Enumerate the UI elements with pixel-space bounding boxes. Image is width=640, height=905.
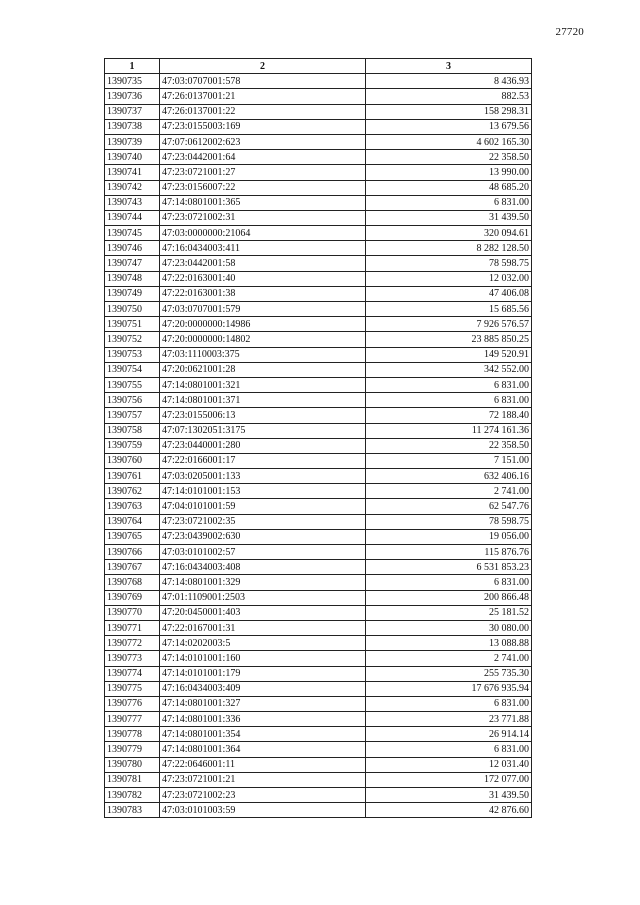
table-row <box>105 514 532 529</box>
row-number-cell: 1390758 <box>105 423 160 438</box>
row-number-cell: 1390773 <box>105 651 160 666</box>
row-number-cell: 1390741 <box>105 165 160 180</box>
cadastral-number-cell: 47:16:0434003:411 <box>160 241 366 256</box>
table-row <box>105 636 532 651</box>
table-row <box>105 712 532 727</box>
row-number-cell: 1390747 <box>105 256 160 271</box>
row-number-cell: 1390775 <box>105 681 160 696</box>
cadastral-number-cell: 47:04:0101001:59 <box>160 499 366 514</box>
cadastral-number-cell: 47:14:0801001:329 <box>160 575 366 590</box>
row-number-cell: 1390739 <box>105 134 160 149</box>
table-row <box>105 651 532 666</box>
row-number-cell: 1390767 <box>105 560 160 575</box>
cadastral-number-cell: 47:14:0801001:371 <box>160 393 366 408</box>
cadastral-number-cell: 47:23:0439002:630 <box>160 529 366 544</box>
row-number-cell: 1390778 <box>105 727 160 742</box>
column-header-1: 1 <box>105 59 160 74</box>
cadastral-number-cell: 47:23:0155003:169 <box>160 119 366 134</box>
cadastral-number-cell: 47:03:0101003:59 <box>160 803 366 818</box>
row-number-cell: 1390746 <box>105 241 160 256</box>
table-row <box>105 529 532 544</box>
cadastral-value-cell: 30 080.00 <box>366 620 532 635</box>
table-row <box>105 438 532 453</box>
cadastral-value-cell: 26 914.14 <box>366 727 532 742</box>
table-row <box>105 757 532 772</box>
cadastral-number-cell: 47:14:0202003:5 <box>160 636 366 651</box>
cadastral-value-cell: 6 831.00 <box>366 393 532 408</box>
cadastral-number-cell: 47:23:0155006:13 <box>160 408 366 423</box>
cadastral-value-cell: 13 990.00 <box>366 165 532 180</box>
row-number-cell: 1390735 <box>105 74 160 89</box>
cadastral-value-cell: 7 151.00 <box>366 453 532 468</box>
row-number-cell: 1390782 <box>105 788 160 803</box>
cadastral-value-cell: 320 094.61 <box>366 226 532 241</box>
row-number-cell: 1390776 <box>105 696 160 711</box>
cadastral-value-cell: 6 531 853.23 <box>366 560 532 575</box>
cadastral-value-cell: 149 520.91 <box>366 347 532 362</box>
cadastral-number-cell: 47:14:0801001:364 <box>160 742 366 757</box>
row-number-cell: 1390759 <box>105 438 160 453</box>
cadastral-number-cell: 47:20:0621001:28 <box>160 362 366 377</box>
cadastral-value-cell: 31 439.50 <box>366 210 532 225</box>
table-row <box>105 423 532 438</box>
cadastral-value-cell: 6 831.00 <box>366 575 532 590</box>
table-row <box>105 226 532 241</box>
cadastral-value-cell: 17 676 935.94 <box>366 681 532 696</box>
row-number-cell: 1390737 <box>105 104 160 119</box>
cadastral-number-cell: 47:23:0721002:23 <box>160 788 366 803</box>
row-number-cell: 1390745 <box>105 226 160 241</box>
cadastral-value-cell: 13 088.88 <box>366 636 532 651</box>
row-number-cell: 1390783 <box>105 803 160 818</box>
cadastral-value-table <box>104 58 532 818</box>
table-row <box>105 195 532 210</box>
table-row <box>105 317 532 332</box>
cadastral-number-cell: 47:03:0101002:57 <box>160 545 366 560</box>
cadastral-value-cell: 11 274 161.36 <box>366 423 532 438</box>
row-number-cell: 1390760 <box>105 453 160 468</box>
row-number-cell: 1390754 <box>105 362 160 377</box>
row-number-cell: 1390761 <box>105 469 160 484</box>
row-number-cell: 1390772 <box>105 636 160 651</box>
cadastral-number-cell: 47:26:0137001:21 <box>160 89 366 104</box>
cadastral-number-cell: 47:23:0721002:31 <box>160 210 366 225</box>
row-number-cell: 1390777 <box>105 712 160 727</box>
row-number-cell: 1390750 <box>105 302 160 317</box>
cadastral-number-cell: 47:14:0801001:321 <box>160 377 366 392</box>
table-row <box>105 681 532 696</box>
cadastral-value-cell: 200 866.48 <box>366 590 532 605</box>
row-number-cell: 1390751 <box>105 317 160 332</box>
cadastral-value-cell: 255 735.30 <box>366 666 532 681</box>
cadastral-value-cell: 15 685.56 <box>366 302 532 317</box>
row-number-cell: 1390768 <box>105 575 160 590</box>
cadastral-number-cell: 47:23:0440001:280 <box>160 438 366 453</box>
table-row <box>105 772 532 787</box>
table-row <box>105 560 532 575</box>
table-row <box>105 803 532 818</box>
row-number-cell: 1390765 <box>105 529 160 544</box>
table-header-row <box>105 59 532 74</box>
cadastral-value-cell: 7 926 576.57 <box>366 317 532 332</box>
cadastral-value-cell: 6 831.00 <box>366 742 532 757</box>
row-number-cell: 1390736 <box>105 89 160 104</box>
cadastral-number-cell: 47:23:0156007:22 <box>160 180 366 195</box>
cadastral-value-cell: 632 406.16 <box>366 469 532 484</box>
cadastral-number-cell: 47:14:0101001:179 <box>160 666 366 681</box>
cadastral-value-cell: 4 602 165.30 <box>366 134 532 149</box>
cadastral-number-cell: 47:03:0707001:578 <box>160 74 366 89</box>
table-row <box>105 332 532 347</box>
row-number-cell: 1390770 <box>105 605 160 620</box>
table-row <box>105 742 532 757</box>
cadastral-number-cell: 47:14:0801001:327 <box>160 696 366 711</box>
cadastral-number-cell: 47:26:0137001:22 <box>160 104 366 119</box>
table-row <box>105 286 532 301</box>
table-row <box>105 347 532 362</box>
row-number-cell: 1390762 <box>105 484 160 499</box>
cadastral-value-cell: 2 741.00 <box>366 484 532 499</box>
cadastral-value-cell: 22 358.50 <box>366 150 532 165</box>
row-number-cell: 1390749 <box>105 286 160 301</box>
table-row <box>105 165 532 180</box>
table-row <box>105 499 532 514</box>
table-row <box>105 241 532 256</box>
cadastral-value-cell: 25 181.52 <box>366 605 532 620</box>
row-number-cell: 1390752 <box>105 332 160 347</box>
table-row <box>105 484 532 499</box>
cadastral-value-cell: 8 436.93 <box>366 74 532 89</box>
cadastral-number-cell: 47:23:0721001:21 <box>160 772 366 787</box>
cadastral-number-cell: 47:14:0801001:354 <box>160 727 366 742</box>
cadastral-value-cell: 72 188.40 <box>366 408 532 423</box>
row-number-cell: 1390780 <box>105 757 160 772</box>
row-number-cell: 1390781 <box>105 772 160 787</box>
cadastral-value-cell: 19 056.00 <box>366 529 532 544</box>
table-row <box>105 104 532 119</box>
table-row <box>105 302 532 317</box>
table-row <box>105 575 532 590</box>
table-row <box>105 788 532 803</box>
cadastral-value-cell: 78 598.75 <box>366 256 532 271</box>
cadastral-number-cell: 47:14:0101001:153 <box>160 484 366 499</box>
row-number-cell: 1390738 <box>105 119 160 134</box>
cadastral-value-cell: 42 876.60 <box>366 803 532 818</box>
row-number-cell: 1390764 <box>105 514 160 529</box>
table-body <box>105 74 532 818</box>
cadastral-number-cell: 47:03:0707001:579 <box>160 302 366 317</box>
cadastral-number-cell: 47:07:1302051:3175 <box>160 423 366 438</box>
cadastral-number-cell: 47:22:0646001:11 <box>160 757 366 772</box>
table-row <box>105 469 532 484</box>
cadastral-value-cell: 882.53 <box>366 89 532 104</box>
cadastral-number-cell: 47:07:0612002:623 <box>160 134 366 149</box>
cadastral-value-cell: 62 547.76 <box>366 499 532 514</box>
cadastral-value-cell: 8 282 128.50 <box>366 241 532 256</box>
cadastral-value-cell: 6 831.00 <box>366 696 532 711</box>
cadastral-number-cell: 47:14:0101001:160 <box>160 651 366 666</box>
table-row <box>105 408 532 423</box>
row-number-cell: 1390743 <box>105 195 160 210</box>
row-number-cell: 1390756 <box>105 393 160 408</box>
cadastral-value-cell: 12 031.40 <box>366 757 532 772</box>
row-number-cell: 1390766 <box>105 545 160 560</box>
table-row <box>105 210 532 225</box>
row-number-cell: 1390740 <box>105 150 160 165</box>
table-row <box>105 696 532 711</box>
table-row <box>105 150 532 165</box>
table-row <box>105 666 532 681</box>
cadastral-value-cell: 12 032.00 <box>366 271 532 286</box>
cadastral-value-cell: 22 358.50 <box>366 438 532 453</box>
page-number: 27720 <box>555 26 584 38</box>
table-row <box>105 605 532 620</box>
table-row <box>105 590 532 605</box>
cadastral-number-cell: 47:20:0000000:14802 <box>160 332 366 347</box>
cadastral-number-cell: 47:20:0000000:14986 <box>160 317 366 332</box>
cadastral-number-cell: 47:16:0434003:409 <box>160 681 366 696</box>
table-row <box>105 119 532 134</box>
cadastral-value-cell: 158 298.31 <box>366 104 532 119</box>
row-number-cell: 1390771 <box>105 620 160 635</box>
column-header-3: 3 <box>366 59 532 74</box>
table-row <box>105 134 532 149</box>
table-row <box>105 453 532 468</box>
table-row <box>105 377 532 392</box>
cadastral-number-cell: 47:23:0721002:35 <box>160 514 366 529</box>
cadastral-number-cell: 47:22:0167001:31 <box>160 620 366 635</box>
cadastral-value-cell: 31 439.50 <box>366 788 532 803</box>
cadastral-number-cell: 47:01:1109001:2503 <box>160 590 366 605</box>
cadastral-value-cell: 48 685.20 <box>366 180 532 195</box>
cadastral-value-cell: 115 876.76 <box>366 545 532 560</box>
cadastral-value-cell: 23 885 850.25 <box>366 332 532 347</box>
cadastral-value-cell: 23 771.88 <box>366 712 532 727</box>
row-number-cell: 1390748 <box>105 271 160 286</box>
cadastral-number-cell: 47:14:0801001:336 <box>160 712 366 727</box>
cadastral-value-cell: 342 552.00 <box>366 362 532 377</box>
cadastral-number-cell: 47:03:1110003:375 <box>160 347 366 362</box>
table-row <box>105 89 532 104</box>
row-number-cell: 1390763 <box>105 499 160 514</box>
row-number-cell: 1390742 <box>105 180 160 195</box>
cadastral-value-cell: 78 598.75 <box>366 514 532 529</box>
cadastral-number-cell: 47:20:0450001:403 <box>160 605 366 620</box>
cadastral-value-cell: 47 406.08 <box>366 286 532 301</box>
cadastral-value-cell: 6 831.00 <box>366 195 532 210</box>
row-number-cell: 1390757 <box>105 408 160 423</box>
row-number-cell: 1390779 <box>105 742 160 757</box>
row-number-cell: 1390744 <box>105 210 160 225</box>
cadastral-number-cell: 47:14:0801001:365 <box>160 195 366 210</box>
cadastral-number-cell: 47:03:0000000:21064 <box>160 226 366 241</box>
cadastral-value-cell: 172 077.00 <box>366 772 532 787</box>
row-number-cell: 1390769 <box>105 590 160 605</box>
table-row <box>105 362 532 377</box>
table-row <box>105 727 532 742</box>
row-number-cell: 1390774 <box>105 666 160 681</box>
cadastral-value-cell: 13 679.56 <box>366 119 532 134</box>
table-row <box>105 545 532 560</box>
row-number-cell: 1390755 <box>105 377 160 392</box>
row-number-cell: 1390753 <box>105 347 160 362</box>
cadastral-number-cell: 47:23:0721001:27 <box>160 165 366 180</box>
table-row <box>105 393 532 408</box>
column-header-2: 2 <box>160 59 366 74</box>
table-row <box>105 256 532 271</box>
table-row <box>105 180 532 195</box>
table-row <box>105 271 532 286</box>
cadastral-number-cell: 47:22:0163001:38 <box>160 286 366 301</box>
cadastral-number-cell: 47:03:0205001:133 <box>160 469 366 484</box>
cadastral-number-cell: 47:23:0442001:64 <box>160 150 366 165</box>
table-row <box>105 620 532 635</box>
cadastral-number-cell: 47:22:0166001:17 <box>160 453 366 468</box>
cadastral-number-cell: 47:23:0442001:58 <box>160 256 366 271</box>
cadastral-number-cell: 47:16:0434003:408 <box>160 560 366 575</box>
table-row <box>105 74 532 89</box>
cadastral-value-cell: 6 831.00 <box>366 377 532 392</box>
cadastral-number-cell: 47:22:0163001:40 <box>160 271 366 286</box>
cadastral-value-cell: 2 741.00 <box>366 651 532 666</box>
